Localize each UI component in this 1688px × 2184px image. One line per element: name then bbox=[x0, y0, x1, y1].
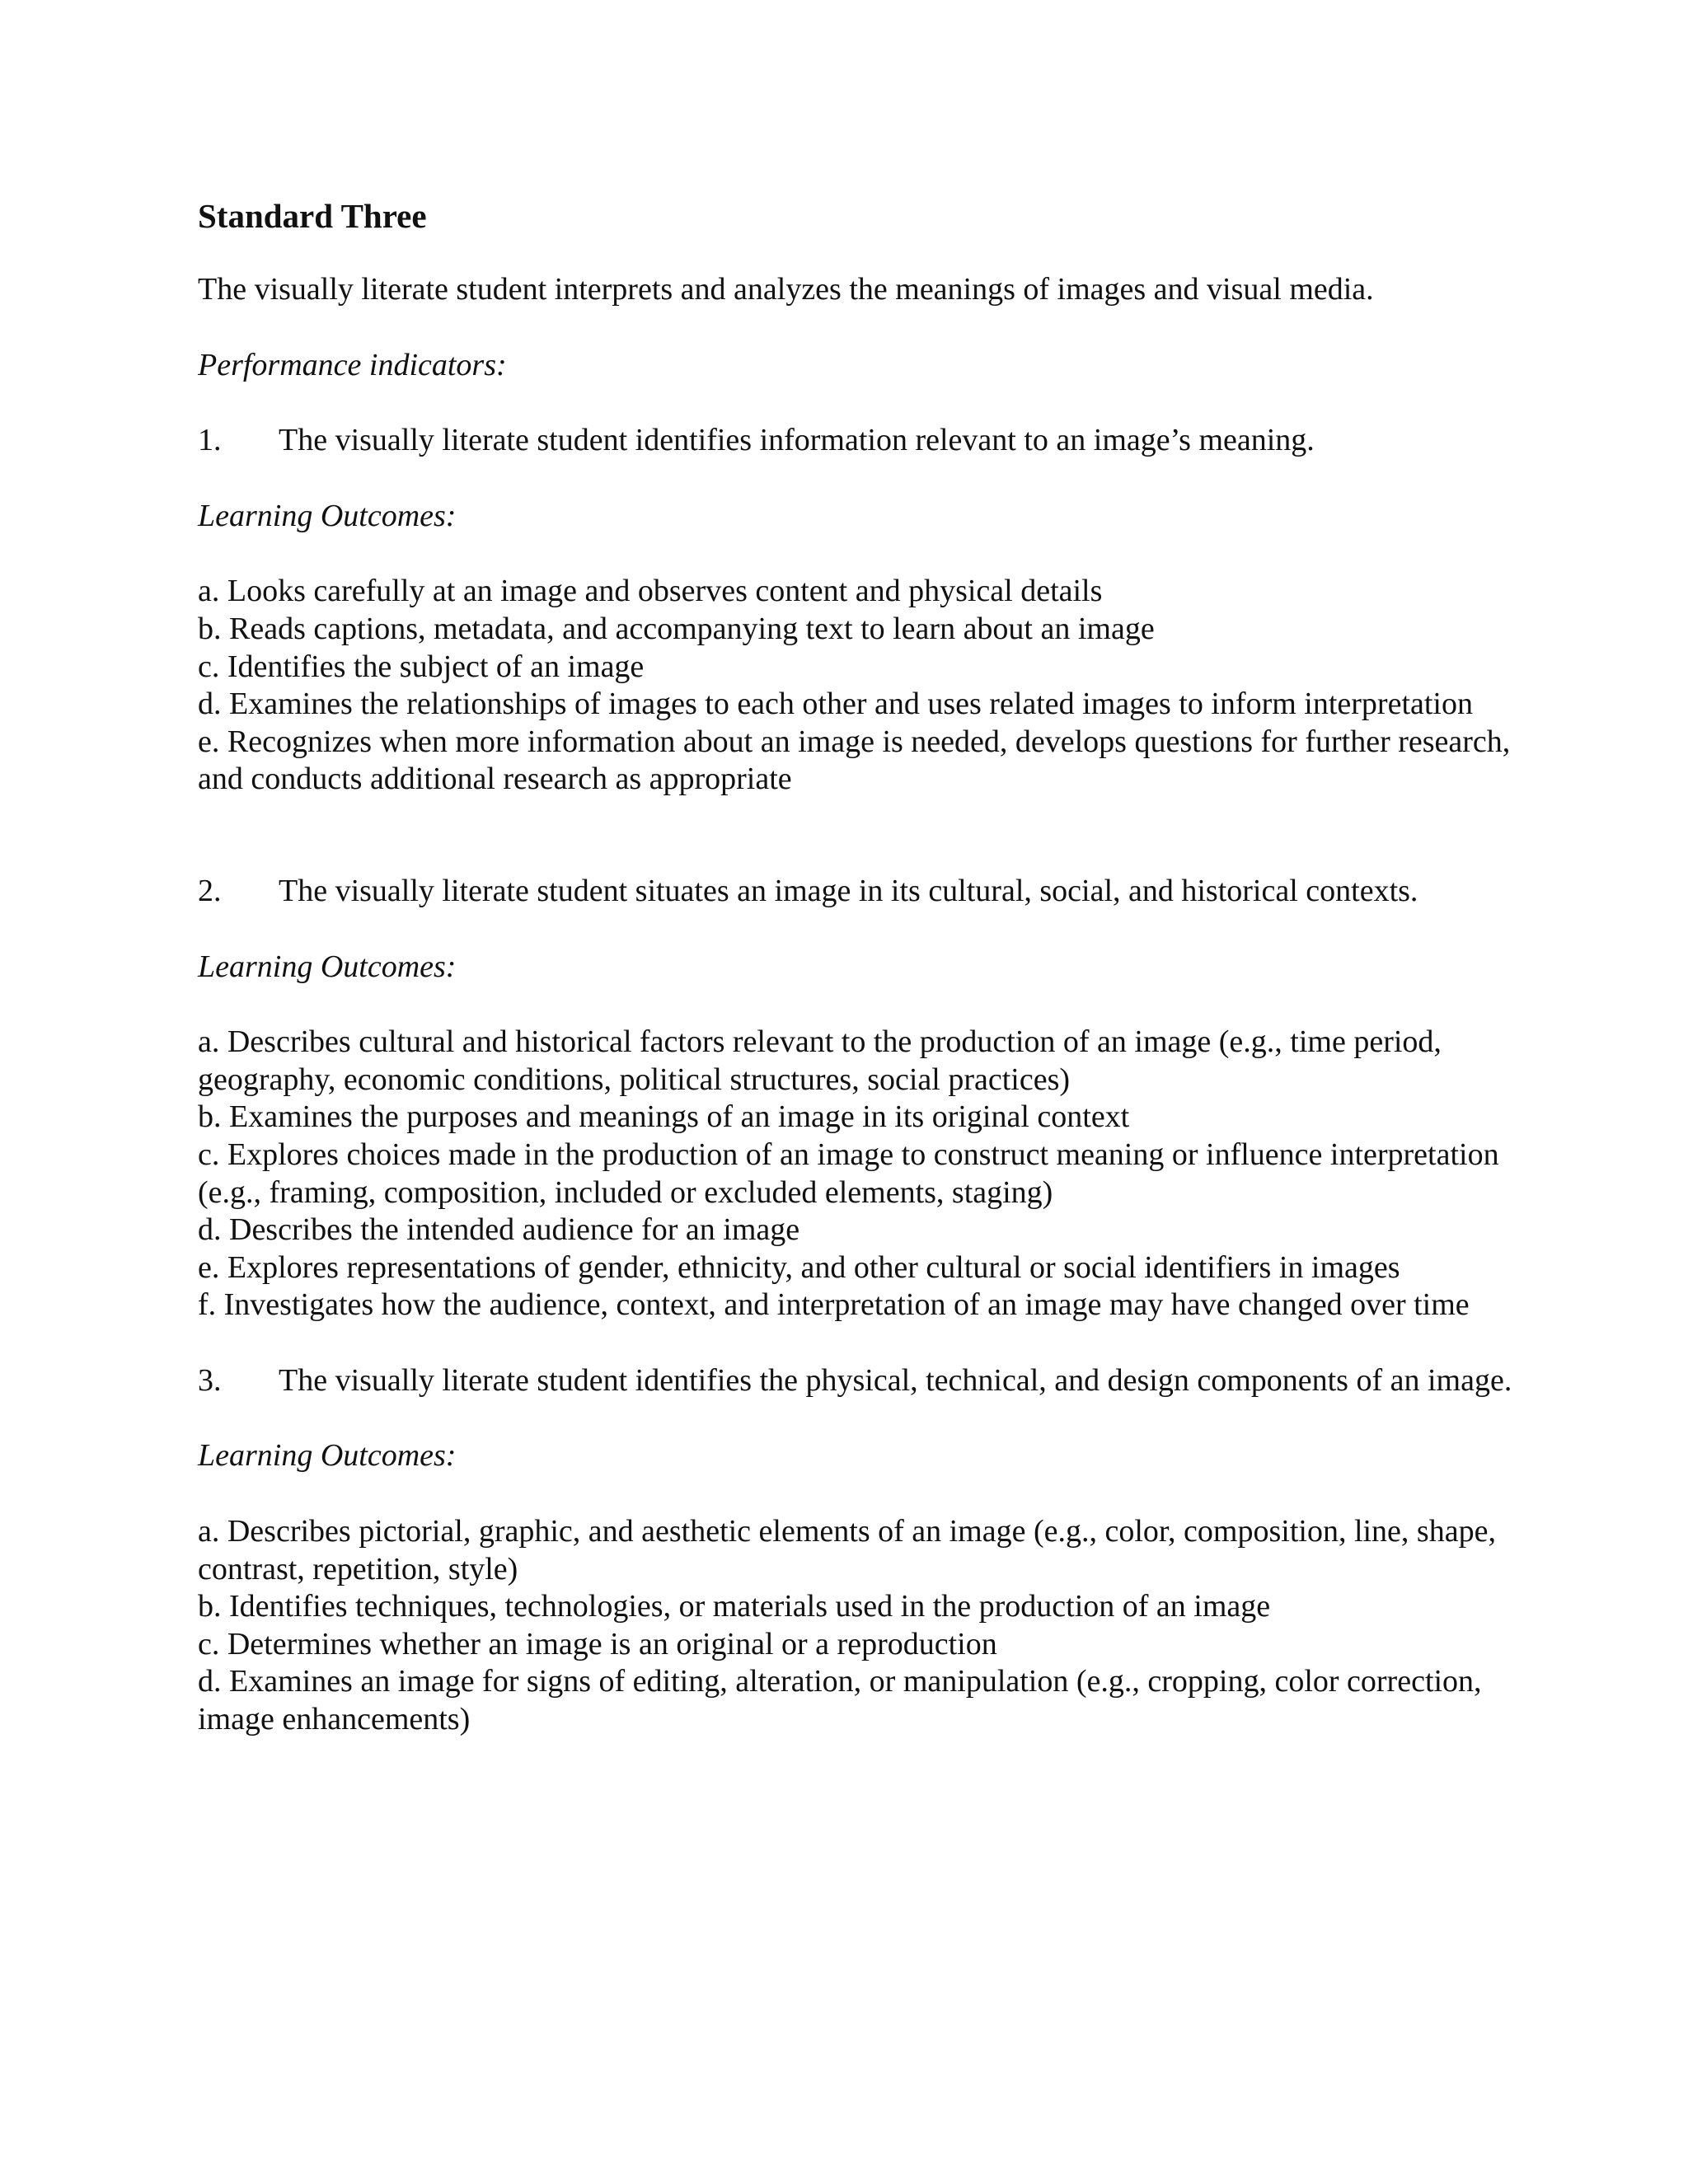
indicator-text: The visually literate student identifies information relevant to an image’s meaning. bbox=[279, 423, 1315, 458]
learning-outcomes-label: Learning Outcomes: bbox=[198, 498, 457, 533]
list-item: b. Examines the purposes and meanings of an image in its original context bbox=[198, 1099, 1130, 1135]
outcomes-list-3 bbox=[198, 1513, 1517, 1739]
page-title: Standard Three bbox=[198, 197, 427, 235]
list-item: c. Explores choices made in the production of an image to construct meaning or influence interpretation (e.g., framing, composition, included or excluded elements, staging) bbox=[198, 1137, 1499, 1210]
list-item: b. Identifies techniques, technologies, or materials used in the production of an image bbox=[198, 1589, 1271, 1624]
learning-outcomes-label: Learning Outcomes: bbox=[198, 949, 457, 984]
list-item: b. Reads captions, metadata, and accompanying text to learn about an image bbox=[198, 611, 1155, 646]
list-item: d. Examines the relationships of images to each other and uses related images to inform interpretation bbox=[198, 687, 1473, 722]
list-item: a. Describes cultural and historical factors relevant to the production of an image (e.g., time period, geography, economic conditions, political structures, social practices) bbox=[198, 1024, 1442, 1097]
indicator-text: The visually literate student identifies the physical, technical, and design components of an image. bbox=[279, 1362, 1512, 1398]
list-item: c. Determines whether an image is an original or a reproduction bbox=[198, 1626, 997, 1661]
indicator-number: 3. bbox=[198, 1362, 222, 1398]
outcomes-list-1 bbox=[198, 573, 1517, 799]
standard-intro: The visually literate student interprets and analyzes the meanings of images and visual media. bbox=[198, 272, 1374, 307]
outcomes-list-2 bbox=[198, 1024, 1517, 1324]
list-item: f. Investigates how the audience, context, and interpretation of an image may have changed over time bbox=[198, 1287, 1470, 1323]
indicator-2 bbox=[198, 873, 1517, 911]
list-item: d. Describes the intended audience for an image bbox=[198, 1212, 800, 1248]
list-item: d. Examines an image for signs of editing, alteration, or manipulation (e.g., cropping, color correction, image enhancements) bbox=[198, 1664, 1482, 1737]
list-item: e. Explores representations of gender, ethnicity, and other cultural or social identifiers in images bbox=[198, 1249, 1400, 1285]
indicator-number: 1. bbox=[198, 423, 222, 458]
list-item: c. Identifies the subject of an image bbox=[198, 649, 645, 684]
list-item: e. Recognizes when more information about an image is needed, develops questions for further research, and conducts additional research as appropriate bbox=[198, 724, 1511, 797]
list-item: a. Describes pictorial, graphic, and aesthetic elements of an image (e.g., color, composition, line, shape, contrast, repetition, style) bbox=[198, 1514, 1496, 1586]
performance-indicators-label: Performance indicators: bbox=[198, 347, 507, 382]
document-page bbox=[198, 196, 1517, 1739]
indicator-3 bbox=[198, 1362, 1517, 1400]
indicator-number: 2. bbox=[198, 873, 222, 908]
indicator-text: The visually literate student situates an image in its cultural, social, and historical contexts. bbox=[279, 873, 1418, 908]
learning-outcomes-label: Learning Outcomes: bbox=[198, 1438, 457, 1474]
list-item: a. Looks carefully at an image and observes content and physical details bbox=[198, 574, 1103, 609]
indicator-1 bbox=[198, 422, 1517, 460]
